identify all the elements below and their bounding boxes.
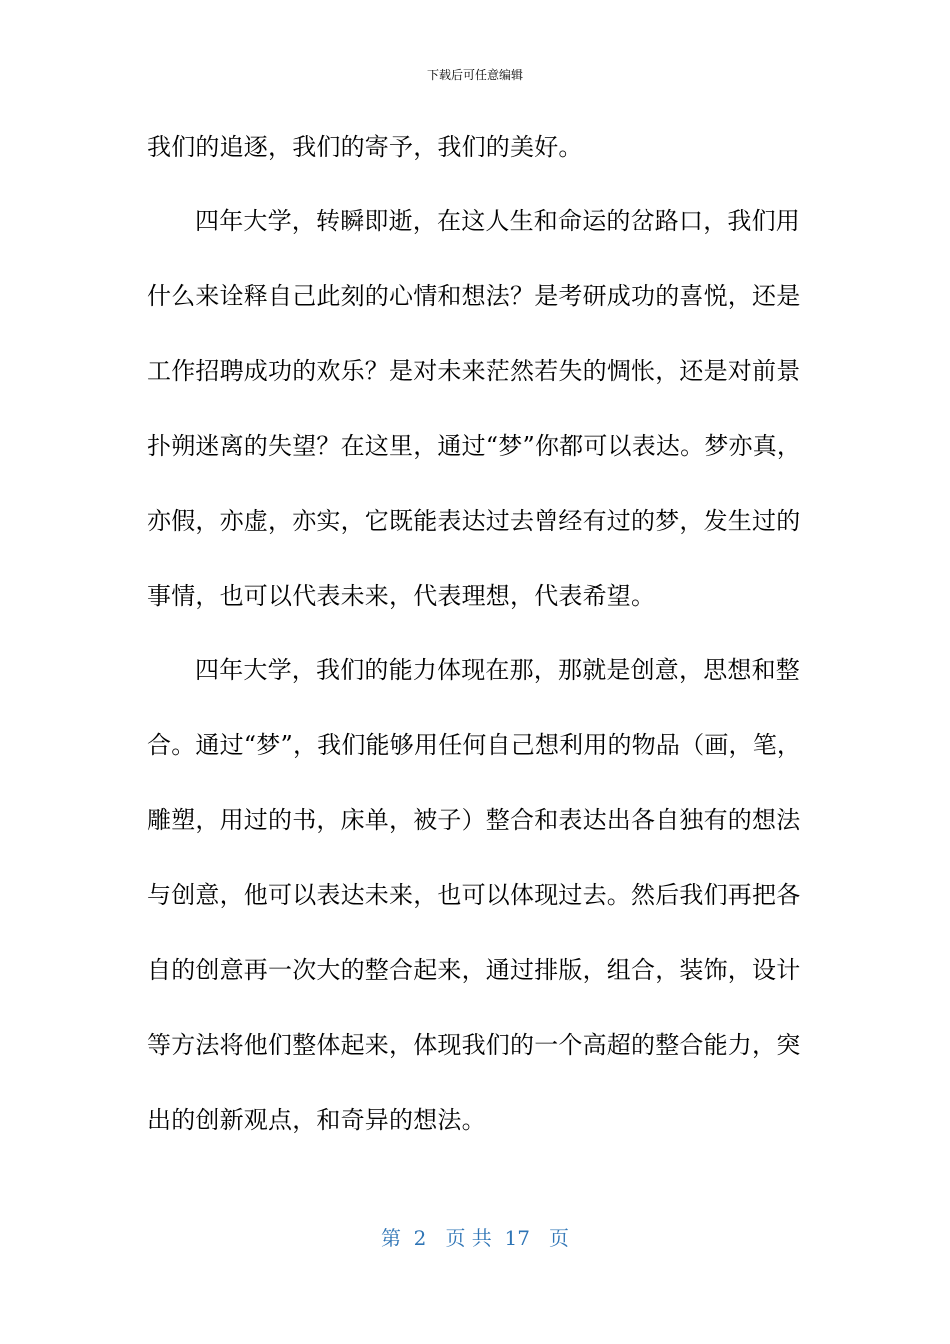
text-line: 亦假，亦虚，亦实，它既能表达过去曾经有过的梦，发生过的 bbox=[147, 507, 801, 535]
text-line: 与创意，他可以表达未来，也可以体现过去。然后我们再把各 bbox=[147, 881, 801, 909]
text-line: 工作招聘成功的欢乐？是对未来茫然若失的惆怅，还是对前景 bbox=[147, 357, 801, 385]
text-line: 扑朔迷离的失望？在这里，通过“梦”你都可以表达。梦亦真， bbox=[147, 432, 802, 460]
page-number-footer: 第 2 页 共 17 页 bbox=[380, 1226, 570, 1250]
paragraph-first-line: 四年大学，我们的能力体现在那，那就是创意，思想和整 bbox=[195, 656, 800, 684]
text-line: 等方法将他们整体起来，体现我们的一个高超的整合能力，突 bbox=[147, 1031, 801, 1059]
text-line: 什么来诠释自己此刻的心情和想法？是考研成功的喜悦，还是 bbox=[147, 282, 801, 310]
header-note: 下载后可任意编辑 bbox=[426, 68, 523, 82]
text-line: 合。通过“梦”，我们能够用任何自己想利用的物品（画，笔， bbox=[147, 731, 802, 759]
text-line: 自的创意再一次大的整合起来，通过排版，组合，装饰，设计 bbox=[147, 956, 801, 984]
paragraph-first-line: 四年大学，转瞬即逝，在这人生和命运的岔路口，我们用 bbox=[195, 207, 800, 235]
text-line: 出的创新观点，和奇异的想法。 bbox=[147, 1106, 486, 1134]
text-line: 事情，也可以代表未来，代表理想，代表希望。 bbox=[147, 582, 656, 610]
text-line: 我们的追逐，我们的寄予，我们的美好。 bbox=[147, 133, 583, 161]
text-line: 雕塑，用过的书，床单，被子）整合和表达出各自独有的想法 bbox=[147, 806, 801, 834]
